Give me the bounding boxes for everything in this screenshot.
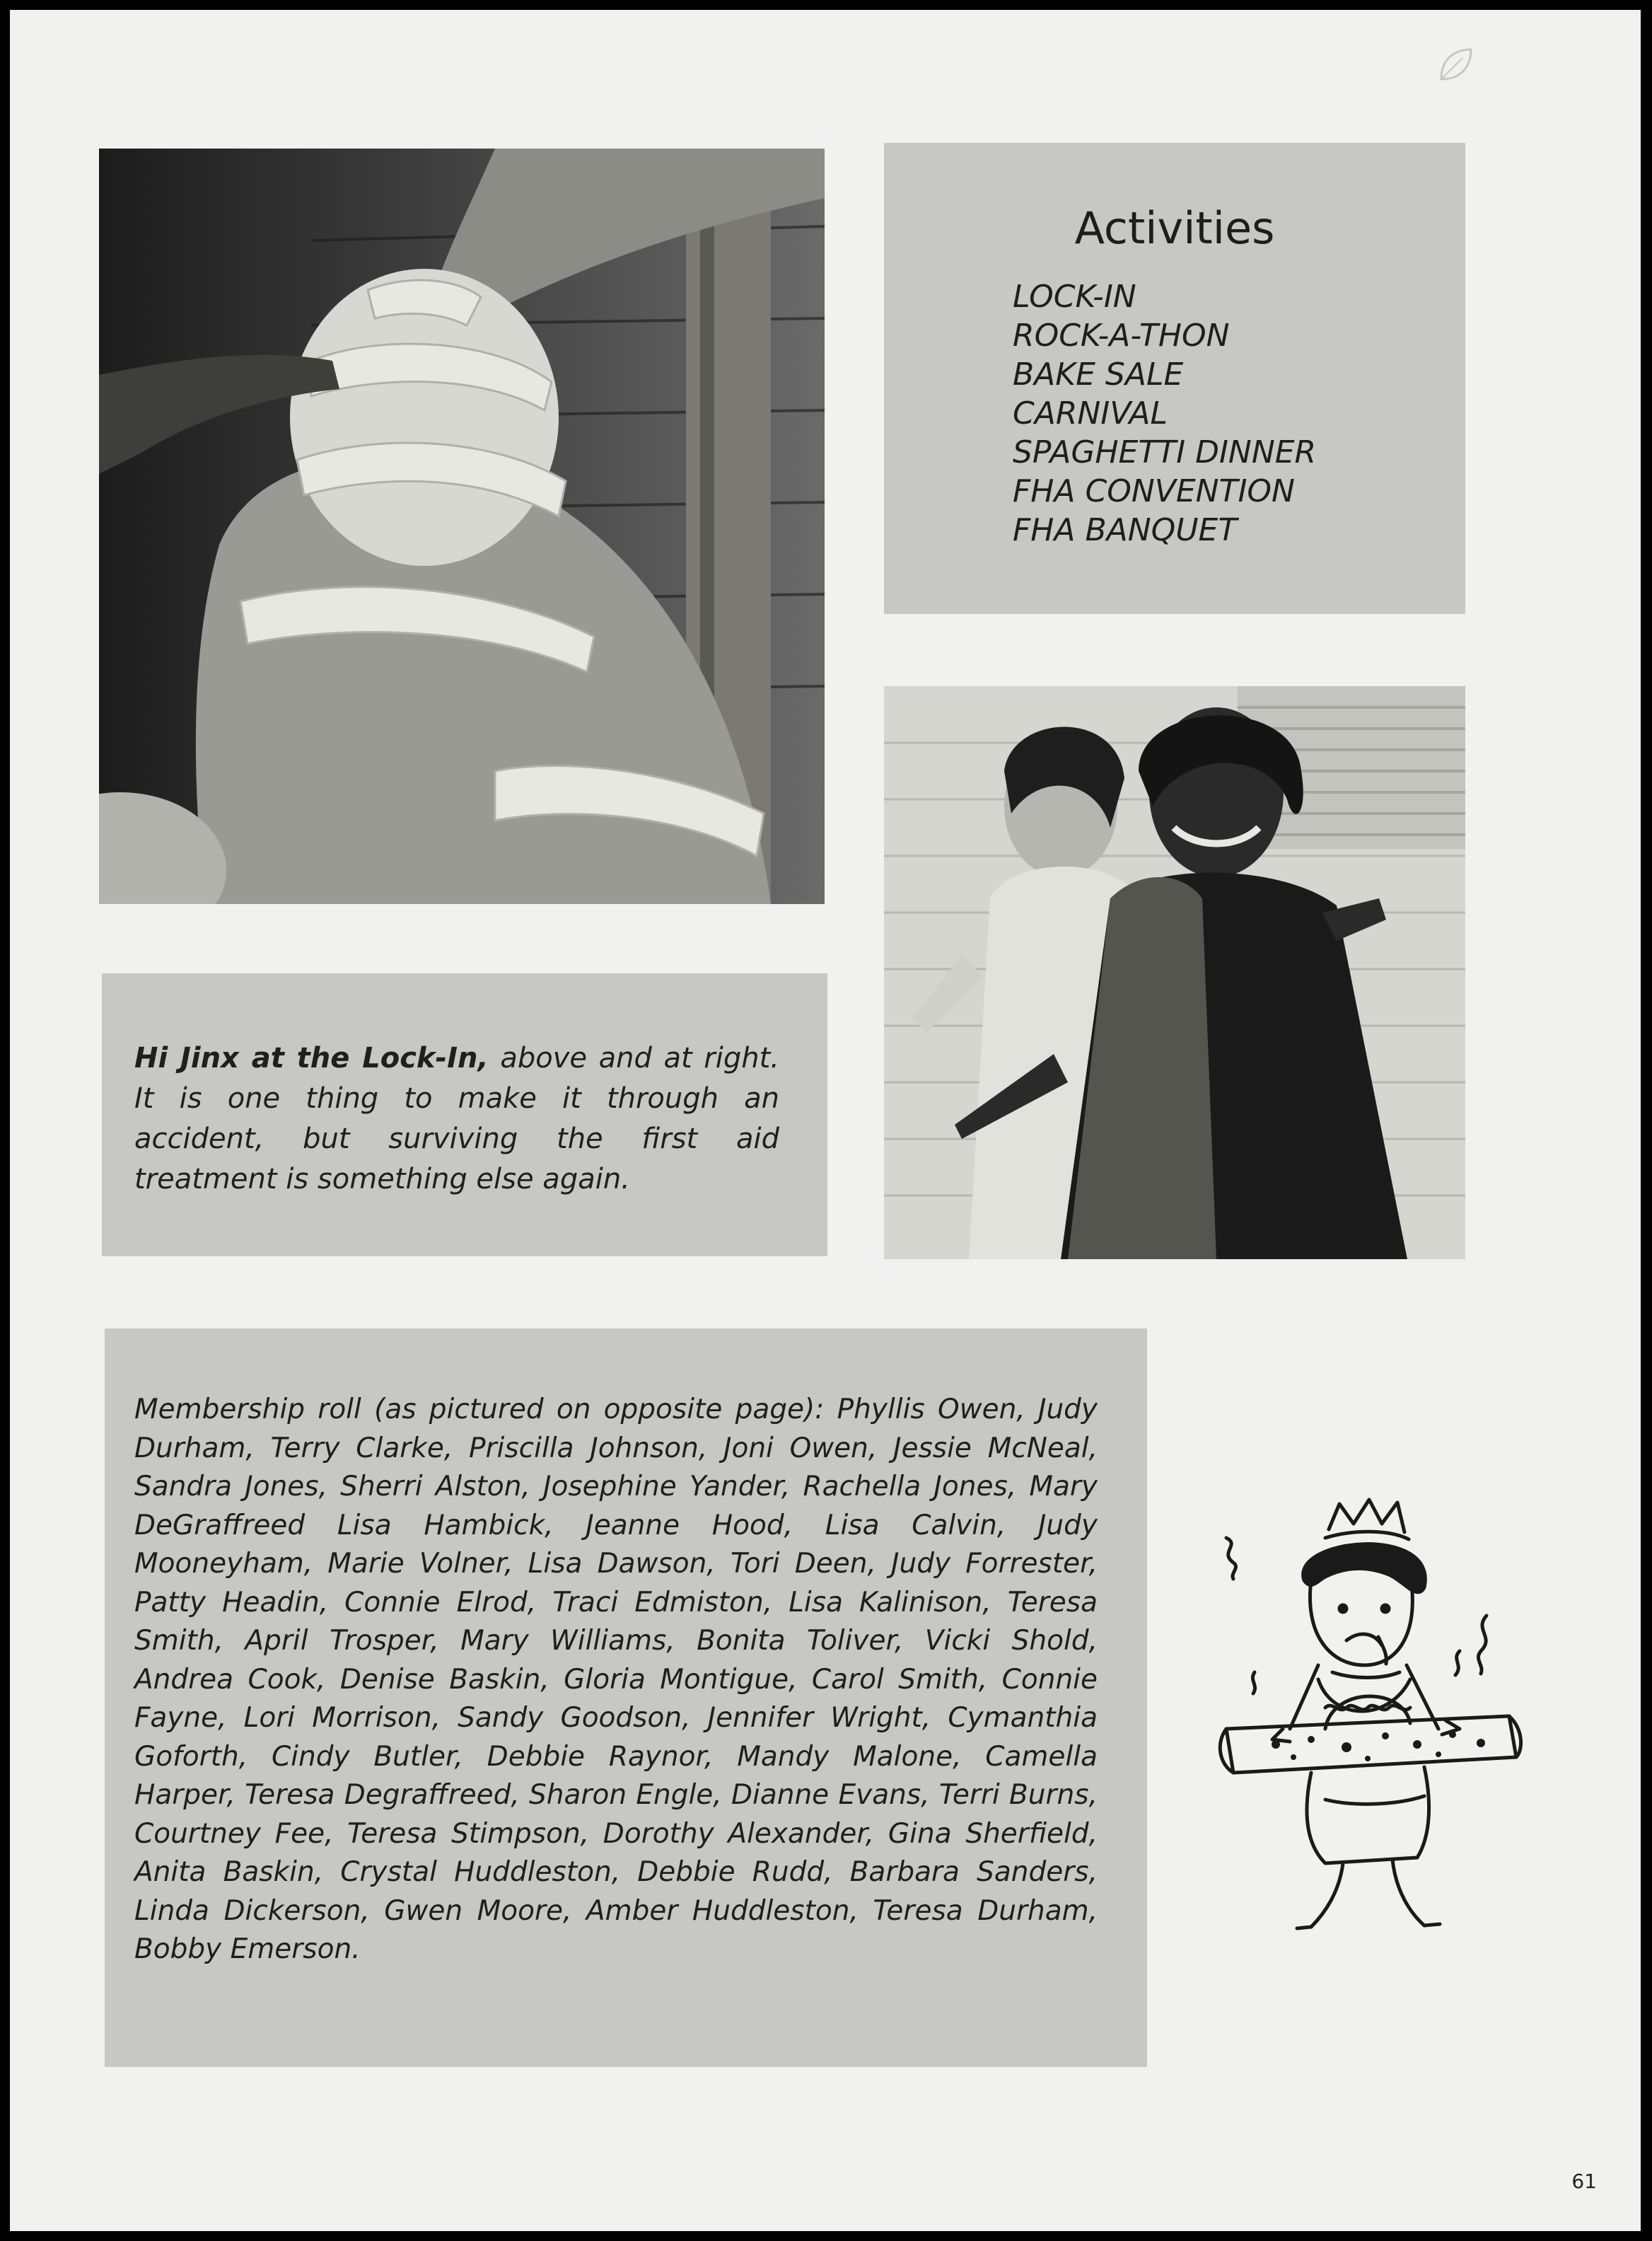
caption-rest: above and at right. It is one thing to make it through an accident, but surviving the first aid treatment is something else again. [134,1042,779,1195]
leaf-mark-icon [1434,44,1477,86]
photo-bandaged-person [99,149,825,904]
activity-item: CARNIVAL [1013,395,1168,432]
yearbook-page [10,10,1641,2231]
photo-caption [134,1038,779,1200]
activity-item: SPAGHETTI DINNER [1013,434,1317,470]
membership-box [105,1328,1147,2067]
activities-title: Activities [1074,202,1275,254]
caption-bold: Hi Jinx at the Lock-In, [134,1042,489,1075]
caption-box [102,973,827,1256]
activities-list [1013,277,1316,550]
membership-roll: Membership roll (as pictured on opposite page): Phyllis Owen, Judy Durham, Terry Clarke, Priscilla Johnson, Joni Owen, Jessie McNeal, Sandra Jones, Sherri Alston, Josephine Yander, Rachella Jones, Mary DeGraffreed Lisa Hambick, Jeanne Hood, Lisa Calvin, Judy Mooneyham, Marie Volner, Lisa Dawson, Tori Deen, Judy Forrester, Patty Headin, Connie Elrod, Traci Edmiston, Lisa Kalinison, Teresa Smith, April Trosper, Mary Williams, Bonita Toliver, Vicki Shold, Andrea Cook, Denise Baskin, Gloria Montigue, Carol Smith, Connie Fayne, Lori Morrison, Sandy Goodson, Jennifer Wright, Cymanthia Goforth, Cindy Butler, Debbie Raynor, Mandy Malone, Camella Harper, Teresa Degraffreed, Sharon Engle, Dianne Evans, Terri Burns, Courtney Fee, Teresa Stimpson, Dorothy Alexander, Gina Sherfield, Anita Baskin, Crystal Huddleston, Debbie Rudd, Barbara Sanders, Linda Dickerson, Gwen Moore, Amber Huddleston, Teresa Durham, Bobby Emerson. [134,1394,1098,1965]
cartoon-cook-drawing [1212,1495,1523,1948]
activity-item: LOCK-IN [1013,279,1136,315]
activity-item: BAKE SALE [1013,357,1184,393]
page-number: 61 [1571,2170,1597,2193]
activity-item: FHA BANQUET [1013,512,1238,548]
activities-box [884,143,1465,614]
activity-item: ROCK-A-THON [1013,318,1230,354]
photo-two-girls [884,686,1465,1259]
activity-item: FHA CONVENTION [1013,473,1295,509]
